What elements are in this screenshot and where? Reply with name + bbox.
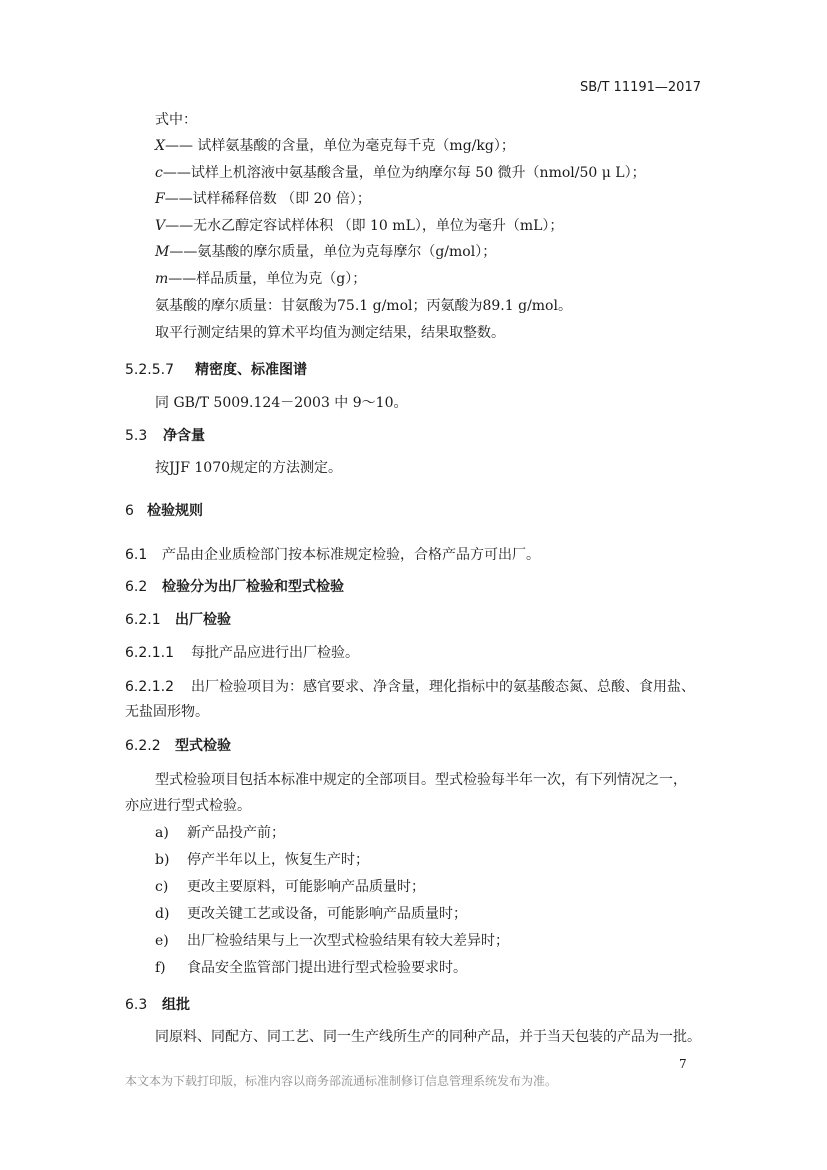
- list-item: [155, 877, 425, 897]
- section-body: 同原料、同配方、同工艺、同一生产线所生产的同种产品，并于当天包装的产品为一批。: [155, 1029, 701, 1045]
- section-body: 按JJF 1070规定的方法测定。: [155, 460, 343, 476]
- clause-6-2-1-1: [125, 643, 359, 663]
- footer-note: 本文本为下载打印版，标准内容以商务部流通标准制修订信息管理系统发布为准。: [125, 1074, 558, 1088]
- list-item: [155, 823, 285, 843]
- legend-item: [155, 216, 563, 236]
- legend-item: [155, 163, 646, 183]
- section-heading-5-2-5-7: [125, 360, 307, 380]
- chapter-heading-6: [125, 501, 203, 521]
- list-text: 出厂检验结果与上一次型式检验结果有较大差异时；: [187, 933, 509, 949]
- section-heading-6-2-2: [125, 736, 231, 756]
- list-text: 食品安全监管部门提出进行型式检验要求时。: [187, 960, 467, 976]
- section-heading-6-3: [125, 995, 190, 1015]
- list-text: 停产半年以上，恢复生产时；: [187, 852, 369, 868]
- list-item: [155, 958, 467, 978]
- clause-number: 6.1: [125, 547, 148, 563]
- symbol: F: [155, 191, 165, 207]
- section-title: 检验分为出厂检验和型式检验: [162, 579, 344, 595]
- legend-item: [155, 269, 366, 289]
- definition: ——无水乙醇定容试样体积 （即 10 mL），单位为毫升（mL）；: [165, 218, 564, 234]
- list-marker: e): [155, 933, 169, 949]
- section-number: 6: [125, 503, 134, 519]
- definition: —— 试样氨基酸的含量，单位为毫克每千克（mg/kg）；: [164, 138, 515, 154]
- symbol: c: [155, 165, 163, 181]
- section-title: 检验规则: [147, 503, 203, 519]
- clause-6-2-1-2: [125, 677, 695, 697]
- clause-number: 6.2.1.1: [125, 645, 174, 661]
- list-item: [155, 931, 509, 951]
- section-number: 5.2.5.7: [125, 362, 174, 378]
- section-body: 同 GB/T 5009.124－2003 中 9～10。: [155, 395, 408, 411]
- list-marker: d): [155, 906, 170, 922]
- list-text: 更改关键工艺或设备，可能影响产品质量时；: [187, 906, 467, 922]
- section-title: 精密度、标准图谱: [195, 362, 307, 378]
- symbol: V: [155, 218, 166, 234]
- symbol: M: [155, 244, 170, 260]
- section-heading-5-3: [125, 426, 205, 446]
- clause-body: 出厂检验项目为：感官要求、净含量，理化指标中的氨基酸态氮、总酸、食用盐、: [191, 679, 695, 695]
- legend-item: [155, 242, 496, 262]
- section-number: 5.3: [125, 428, 148, 444]
- list-item: [155, 904, 467, 924]
- section-number: 6.2.1: [125, 612, 161, 628]
- list-marker: b): [155, 852, 170, 868]
- clause-body: 型式检验项目包括本标准中规定的全部项目。型式检验每半年一次，有下列情况之一，: [155, 772, 687, 788]
- definition: ——样品质量，单位为克（g）；: [168, 271, 367, 287]
- section-title: 型式检验: [175, 738, 231, 754]
- section-heading-6-2-1: [125, 610, 231, 630]
- section-title: 组批: [162, 997, 190, 1013]
- definition: ——氨基酸的摩尔质量，单位为克每摩尔（g/mol）；: [169, 244, 497, 260]
- list-text: 更改主要原料，可能影响产品质量时；: [187, 879, 425, 895]
- page-number: 7: [679, 1057, 687, 1071]
- section-title: 出厂检验: [175, 612, 231, 628]
- clause-number: 6.2.1.2: [125, 679, 174, 695]
- legend-item: [155, 136, 515, 156]
- document-code: SB/T 11191—2017: [579, 80, 701, 95]
- symbol: m: [155, 271, 169, 287]
- list-text: 新产品投产前；: [187, 825, 285, 841]
- list-marker: a): [155, 825, 169, 841]
- list-marker: c): [155, 879, 169, 895]
- clause-body-continuation: 无盐固形物。: [125, 704, 209, 720]
- section-number: 6.2.2: [125, 738, 161, 754]
- legend-item: [155, 189, 371, 209]
- symbol: X: [155, 138, 165, 154]
- list-item: [155, 850, 369, 870]
- clause-body: 产品由企业质检部门按本标准规定检验，合格产品方可出厂。: [162, 547, 540, 563]
- definition: ——试样稀释倍数 （即 20 倍）；: [164, 191, 371, 207]
- definition: ——试样上机溶液中氨基酸含量，单位为纳摩尔每 50 微升（nmol/50 μ L）；: [162, 165, 646, 181]
- section-heading-6-2: [125, 577, 344, 597]
- section-number: 6.3: [125, 997, 148, 1013]
- clause-body-continuation: 亦应进行型式检验。: [125, 798, 251, 814]
- clause-body: 每批产品应进行出厂检验。: [191, 645, 359, 661]
- average-note: 取平行测定结果的算术平均值为测定结果，结果取整数。: [155, 325, 505, 341]
- clause-6-1: [125, 545, 540, 565]
- list-marker: f): [155, 960, 166, 976]
- section-number: 6.2: [125, 579, 148, 595]
- legend-intro: 式中：: [155, 112, 197, 128]
- section-title: 净含量: [163, 428, 205, 444]
- molar-mass-note: 氨基酸的摩尔质量：甘氨酸为75.1 g/mol；丙氨酸为89.1 g/mol。: [155, 298, 572, 314]
